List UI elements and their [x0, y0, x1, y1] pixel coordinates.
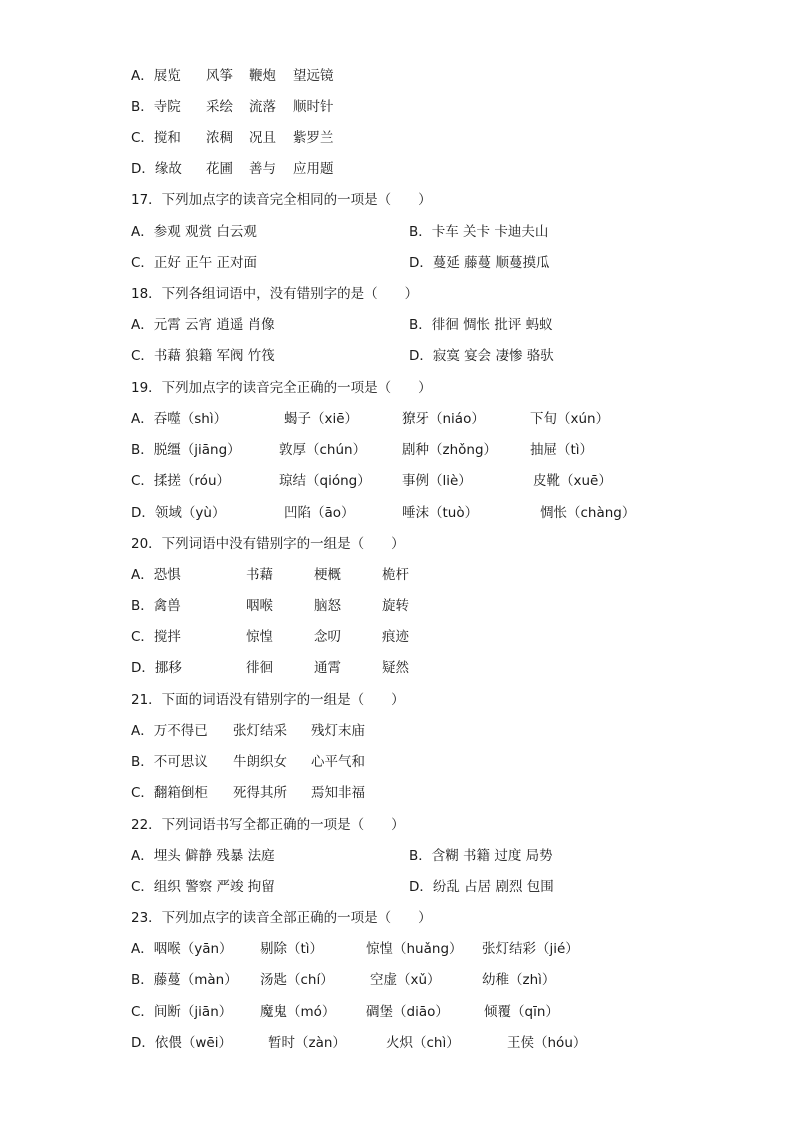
option-text: D．挪移 [131, 660, 182, 676]
option-text: A．吞噬（shì） [131, 411, 228, 427]
option-line [0, 938, 794, 960]
word: 咽喉 [246, 598, 273, 614]
word: 梗概 [314, 567, 341, 583]
word: 残灯末庙 [311, 723, 365, 739]
option-line [0, 720, 794, 742]
question-text: 22．下列词语书写全都正确的一项是（ ） [131, 817, 405, 833]
option-line [0, 127, 794, 149]
option-text: D．缘故 [131, 161, 182, 177]
word: 惊惶 [246, 629, 273, 645]
option-text: B．徘徊 惆怅 批评 蚂蚁 [409, 317, 553, 333]
option-text: D．领域（yù） [131, 505, 226, 521]
question-text: 18．下列各组词语中，没有错别字的是（ ） [131, 286, 419, 302]
word: 张灯结采 [233, 723, 287, 739]
option-text: A．埋头 僻静 残暴 法庭 [131, 848, 275, 864]
word: 采绘 [206, 99, 233, 115]
word: 惆怅（chàng） [540, 505, 636, 521]
option-line [0, 252, 794, 274]
option-text: C．搅拌 [131, 629, 181, 645]
word: 焉知非福 [311, 785, 365, 801]
option-text: C．间断（jiān） [131, 1004, 233, 1020]
word: 风筝 [206, 68, 233, 84]
word: 旋转 [382, 598, 409, 614]
option-text: C．书藉 狼籍 军阀 竹筏 [131, 348, 275, 364]
word: 惊惶（huǎng） [366, 941, 463, 957]
option-line [0, 564, 794, 586]
word: 徘徊 [246, 660, 273, 676]
question-21 [0, 689, 794, 711]
option-line [0, 158, 794, 180]
option-text: C．揉搓（róu） [131, 473, 230, 489]
word: 獠牙（niáo） [402, 411, 485, 427]
option-text: B．卡车 关卡 卡迪夫山 [409, 224, 549, 240]
word: 魔鬼（mó） [260, 1004, 336, 1020]
word: 空虚（xǔ） [370, 972, 441, 988]
word: 幼稚（zhì） [482, 972, 556, 988]
option-line [0, 657, 794, 679]
word: 皮靴（xuē） [533, 473, 612, 489]
word: 紫罗兰 [293, 130, 334, 146]
word: 痕迹 [382, 629, 409, 645]
option-text: A．咽喉（yān） [131, 941, 233, 957]
option-text: B．不可思议 [131, 754, 208, 770]
option-line [0, 408, 794, 430]
option-line [0, 1001, 794, 1023]
word: 事例（liè） [402, 473, 472, 489]
option-line [0, 439, 794, 461]
option-text: A．万不得已 [131, 723, 208, 739]
word: 疑然 [382, 660, 409, 676]
question-text: 21．下面的词语没有错别字的一组是（ ） [131, 692, 405, 708]
word: 流落 [249, 99, 276, 115]
word: 顺时针 [293, 99, 334, 115]
word: 死得其所 [233, 785, 287, 801]
option-line [0, 96, 794, 118]
word: 暂时（zàn） [268, 1035, 346, 1051]
option-line [0, 969, 794, 991]
word: 花圃 [206, 161, 233, 177]
option-line [0, 876, 794, 898]
option-text: A．恐惧 [131, 567, 181, 583]
word: 浓稠 [206, 130, 233, 146]
question-text: 19．下列加点字的读音完全正确的一项是（ ） [131, 380, 432, 396]
word: 况且 [249, 130, 276, 146]
word: 抽屉（tì） [530, 442, 594, 458]
question-text: 23．下列加点字的读音全部正确的一项是（ ） [131, 910, 432, 926]
option-text: D．蔓延 藤蔓 顺蔓摸瓜 [409, 255, 550, 271]
word: 通霄 [314, 660, 341, 676]
word: 念叨 [314, 629, 341, 645]
word: 脑怒 [314, 598, 341, 614]
option-line [0, 470, 794, 492]
option-line [0, 502, 794, 524]
option-line [0, 782, 794, 804]
word: 书藉 [246, 567, 273, 583]
word: 望远镜 [293, 68, 334, 84]
question-text: 17．下列加点字的读音完全相同的一项是（ ） [131, 192, 432, 208]
option-line [0, 314, 794, 336]
option-text: C．搅和 [131, 130, 181, 146]
option-text: A．元霄 云宵 逍遥 肖像 [131, 317, 275, 333]
option-text: B．寺院 [131, 99, 181, 115]
word: 鞭炮 [249, 68, 276, 84]
word: 张灯结彩（jié） [482, 941, 579, 957]
option-text: B．藤蔓（màn） [131, 972, 238, 988]
option-line [0, 595, 794, 617]
word: 剔除（tì） [260, 941, 324, 957]
option-line [0, 1032, 794, 1054]
word: 下旬（xún） [530, 411, 610, 427]
option-text: D．依偎（wēi） [131, 1035, 232, 1051]
option-text: A．参观 观赏 白云观 [131, 224, 257, 240]
word: 火炽（chì） [386, 1035, 460, 1051]
word: 心平气和 [311, 754, 365, 770]
option-text: B．含糊 书籍 过度 局势 [409, 848, 553, 864]
option-line [0, 626, 794, 648]
word: 桅杆 [382, 567, 409, 583]
word: 敦厚（chún） [279, 442, 367, 458]
word: 王侯（hóu） [507, 1035, 587, 1051]
word: 倾覆（qīn） [484, 1004, 559, 1020]
word: 凹陷（āo） [284, 505, 355, 521]
option-text: B．脱缰（jiāng） [131, 442, 241, 458]
option-line [0, 221, 794, 243]
word: 牛朗织女 [233, 754, 287, 770]
word: 剧种（zhǒng） [402, 442, 498, 458]
question-19 [0, 377, 794, 399]
option-text: A．展览 [131, 68, 181, 84]
option-text: C．组织 警察 严竣 拘留 [131, 879, 275, 895]
option-text: B．禽兽 [131, 598, 181, 614]
word: 琼结（qióng） [279, 473, 371, 489]
option-line [0, 845, 794, 867]
word: 碉堡（diāo） [366, 1004, 449, 1020]
question-text: 20．下列词语中没有错别字的一组是（ ） [131, 536, 405, 552]
question-22 [0, 814, 794, 836]
word: 唾沫（tuò） [402, 505, 479, 521]
question-23 [0, 907, 794, 929]
option-text: C．正好 正午 正对面 [131, 255, 258, 271]
option-text: D．纷乱 占居 剧烈 包围 [409, 879, 554, 895]
word: 善与 [249, 161, 276, 177]
option-line [0, 345, 794, 367]
question-20 [0, 533, 794, 555]
word: 蝎子（xiē） [284, 411, 359, 427]
word: 应用题 [293, 161, 334, 177]
option-line [0, 65, 794, 87]
question-18 [0, 283, 794, 305]
option-text: D．寂寞 宴会 凄惨 骆驮 [409, 348, 554, 364]
word: 汤匙（chí） [260, 972, 334, 988]
question-17 [0, 189, 794, 211]
option-line [0, 751, 794, 773]
option-text: C．翻箱倒柜 [131, 785, 208, 801]
